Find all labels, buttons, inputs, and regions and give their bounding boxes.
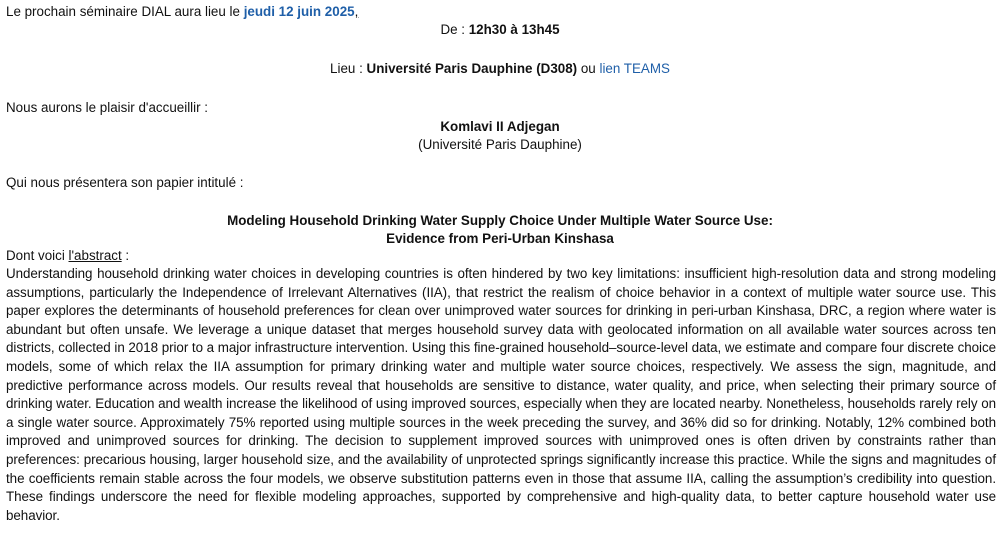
location-line xyxy=(0,61,1000,77)
intro-line xyxy=(6,4,358,20)
time-value: 12h30 à 13h45 xyxy=(468,22,560,37)
abstract-intro xyxy=(6,248,129,264)
abstract-word: l'abstract xyxy=(68,248,122,263)
speaker-affiliation: (Université Paris Dauphine) xyxy=(418,137,582,152)
time-line xyxy=(0,22,1000,38)
location-value: Université Paris Dauphine (D308) xyxy=(366,61,578,76)
intro-suffix: , xyxy=(354,4,359,19)
paper-title-line2: Evidence from Peri-Urban Kinshasa xyxy=(386,231,614,246)
intro-prefix: Le prochain séminaire DIAL aura lieu le xyxy=(6,4,244,19)
speaker-name: Komlavi II Adjegan xyxy=(440,119,560,134)
welcome-text: Nous aurons le plaisir d'accueillir : xyxy=(6,100,209,115)
abstract-body: Understanding household drinking water choices in developing countries is often hindered by two key limitations: insufficient high-resolution data and strong modeling assumptions, particularly the Independence of Irrelevant Alternatives (IIA), that restrict the realism of choice behavior in a context of multiple water source use. This paper explores the determinants of household preferences for clean over unimproved water sources for drinking in peri-urban Kinshasa, DRC, a region where water is abundant but often unsafe. We leverage a unique dataset that merges household survey data with geolocated information on all available water sources across ten districts, collected in 2018 prior to a major infrastructure intervention. Using this fine-grained household–source-level data, we estimate and compare four discrete choice models, some of which relax the IIA assumption for primary drinking water and multiple water source choices, respectively. We assess the sign, magnitude, and predictive performance across models. Our results reveal that households are sensitive to distance, water quality, and price, when selecting their primary source of drinking water. Education and wealth increase the likelihood of using improved sources, especially when they are located nearby. Nonetheless, households rarely rely on a single water source. Approximately 75% reported using multiple sources in the week preceding the survey, and 36% did so for drinking. Notably, 12% combined both improved and unimproved sources for drinking. The decision to supplement improved sources with unimproved ones is often driven by constraints rather than preferences: precarious housing, larger household size, and the availability of unprotected springs significantly increase this practice. While the signs and magnitudes of the coefficients remain stable across the four models, we observe substitution patterns even in those that assume IIA, calling the assumption’s credibility into question. These findings underscore the need for flexible modeling approaches, supported by comprehensive and high-quality data, to better capture household water use behavior. xyxy=(6,266,996,523)
seminar-date: jeudi 12 juin 2025 xyxy=(243,4,355,19)
teams-link[interactable]: lien TEAMS xyxy=(599,61,670,76)
location-label: Lieu : xyxy=(330,61,367,76)
time-label: De : xyxy=(440,22,469,37)
location-connector: ou xyxy=(577,61,600,76)
presents-text: Qui nous présentera son papier intitulé : xyxy=(6,175,244,190)
paper-title-line1: Modeling Household Drinking Water Supply Choice Under Multiple Water Source Use: xyxy=(227,213,773,228)
abstract-intro-suffix: : xyxy=(121,248,130,263)
abstract-intro-prefix: Dont voici xyxy=(6,248,69,263)
